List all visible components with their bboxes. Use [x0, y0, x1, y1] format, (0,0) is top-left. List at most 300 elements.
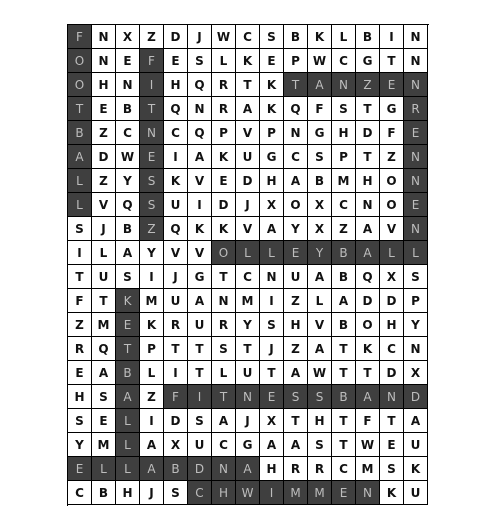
grid-cell[interactable]: U — [236, 361, 260, 385]
grid-cell[interactable]: X — [164, 433, 188, 457]
grid-cell[interactable]: D — [356, 289, 380, 313]
grid-cell[interactable]: T — [188, 361, 212, 385]
grid-cell[interactable]: A — [260, 433, 284, 457]
grid-cell[interactable]: B — [356, 25, 380, 49]
grid-cell[interactable]: T — [92, 289, 116, 313]
grid-cell[interactable]: N — [260, 265, 284, 289]
grid-cell[interactable]: C — [164, 121, 188, 145]
grid-cell-highlighted[interactable]: N — [212, 457, 236, 481]
grid-cell[interactable]: B — [284, 25, 308, 49]
grid-cell[interactable]: I — [188, 193, 212, 217]
grid-cell[interactable]: K — [260, 73, 284, 97]
grid-cell[interactable]: N — [356, 193, 380, 217]
grid-cell[interactable]: A — [284, 361, 308, 385]
grid-cell[interactable]: I — [68, 241, 92, 265]
grid-cell[interactable]: Y — [140, 241, 164, 265]
grid-cell-highlighted[interactable]: B — [332, 385, 356, 409]
grid-cell[interactable]: A — [284, 169, 308, 193]
grid-cell-highlighted[interactable]: S — [308, 385, 332, 409]
grid-cell[interactable]: N — [212, 289, 236, 313]
grid-cell[interactable]: I — [140, 265, 164, 289]
grid-cell-highlighted[interactable]: N — [404, 145, 428, 169]
grid-cell-highlighted[interactable]: L — [116, 457, 140, 481]
grid-cell-highlighted[interactable]: A — [68, 145, 92, 169]
grid-cell[interactable]: G — [380, 97, 404, 121]
grid-cell[interactable]: E — [212, 169, 236, 193]
grid-cell[interactable]: N — [116, 73, 140, 97]
grid-cell-highlighted[interactable]: R — [404, 97, 428, 121]
grid-cell[interactable]: Q — [188, 121, 212, 145]
grid-cell-highlighted[interactable]: T — [68, 97, 92, 121]
grid-cell[interactable]: R — [68, 337, 92, 361]
grid-cell[interactable]: Q — [164, 217, 188, 241]
grid-cell[interactable]: M — [356, 457, 380, 481]
grid-cell[interactable]: R — [164, 313, 188, 337]
grid-cell-highlighted[interactable]: F — [164, 385, 188, 409]
grid-cell[interactable]: W — [356, 433, 380, 457]
grid-cell[interactable]: E — [116, 49, 140, 73]
grid-cell[interactable]: I — [140, 409, 164, 433]
grid-cell-highlighted[interactable]: L — [404, 241, 428, 265]
grid-cell[interactable]: Y — [404, 313, 428, 337]
grid-cell[interactable]: I — [164, 361, 188, 385]
grid-cell[interactable]: M — [92, 433, 116, 457]
grid-cell[interactable]: J — [140, 481, 164, 505]
grid-cell[interactable]: V — [380, 217, 404, 241]
grid-cell[interactable]: F — [308, 97, 332, 121]
grid-cell[interactable]: H — [68, 385, 92, 409]
grid-cell-highlighted[interactable]: N — [140, 121, 164, 145]
grid-cell[interactable]: S — [188, 49, 212, 73]
grid-cell-highlighted[interactable]: E — [68, 457, 92, 481]
grid-cell[interactable]: C — [212, 433, 236, 457]
grid-cell[interactable]: S — [212, 337, 236, 361]
grid-cell[interactable]: O — [356, 313, 380, 337]
grid-cell[interactable]: Y — [116, 169, 140, 193]
grid-cell[interactable]: X — [308, 193, 332, 217]
grid-cell[interactable]: T — [332, 361, 356, 385]
grid-cell[interactable]: W — [308, 49, 332, 73]
grid-cell[interactable]: A — [356, 217, 380, 241]
grid-cell-highlighted[interactable]: B — [68, 121, 92, 145]
grid-cell[interactable]: D — [236, 169, 260, 193]
grid-cell[interactable]: K — [356, 337, 380, 361]
grid-cell[interactable]: D — [164, 25, 188, 49]
grid-cell[interactable]: Y — [68, 433, 92, 457]
grid-cell[interactable]: L — [92, 241, 116, 265]
grid-cell-highlighted[interactable]: B — [332, 241, 356, 265]
grid-cell[interactable]: W — [308, 361, 332, 385]
grid-cell[interactable]: E — [92, 97, 116, 121]
grid-cell[interactable]: A — [212, 409, 236, 433]
grid-cell[interactable]: Z — [140, 385, 164, 409]
grid-cell[interactable]: T — [236, 337, 260, 361]
grid-cell[interactable]: A — [308, 265, 332, 289]
grid-cell[interactable]: T — [356, 97, 380, 121]
grid-cell[interactable]: F — [68, 289, 92, 313]
grid-cell[interactable]: D — [380, 361, 404, 385]
grid-cell[interactable]: Q — [164, 97, 188, 121]
grid-cell[interactable]: O — [380, 193, 404, 217]
grid-cell[interactable]: S — [308, 433, 332, 457]
grid-cell[interactable]: T — [356, 145, 380, 169]
grid-cell[interactable]: A — [404, 409, 428, 433]
grid-cell-highlighted[interactable]: I — [260, 481, 284, 505]
grid-cell[interactable]: C — [68, 481, 92, 505]
grid-cell-highlighted[interactable]: N — [356, 481, 380, 505]
grid-cell-highlighted[interactable]: F — [140, 49, 164, 73]
grid-cell[interactable]: C — [332, 457, 356, 481]
grid-cell[interactable]: V — [188, 169, 212, 193]
grid-cell[interactable]: T — [68, 265, 92, 289]
grid-cell[interactable]: B — [116, 97, 140, 121]
grid-cell[interactable]: P — [284, 49, 308, 73]
grid-cell[interactable]: S — [68, 409, 92, 433]
grid-cell-highlighted[interactable]: Z — [140, 217, 164, 241]
grid-cell[interactable]: H — [332, 121, 356, 145]
grid-cell-highlighted[interactable]: N — [404, 73, 428, 97]
grid-cell[interactable]: K — [164, 169, 188, 193]
grid-cell[interactable]: Q — [116, 193, 140, 217]
grid-cell[interactable]: C — [332, 193, 356, 217]
grid-cell[interactable]: S — [188, 409, 212, 433]
grid-cell[interactable]: T — [332, 433, 356, 457]
grid-cell[interactable]: T — [380, 409, 404, 433]
grid-cell-highlighted[interactable]: N — [404, 169, 428, 193]
grid-cell[interactable]: N — [188, 97, 212, 121]
grid-cell[interactable]: H — [356, 169, 380, 193]
grid-cell[interactable]: J — [92, 217, 116, 241]
grid-cell[interactable]: K — [380, 481, 404, 505]
grid-cell-highlighted[interactable]: L — [380, 241, 404, 265]
grid-cell[interactable]: W — [212, 25, 236, 49]
grid-cell[interactable]: X — [116, 25, 140, 49]
grid-cell[interactable]: S — [380, 457, 404, 481]
grid-cell-highlighted[interactable]: A — [140, 457, 164, 481]
grid-cell-highlighted[interactable]: I — [140, 73, 164, 97]
grid-cell[interactable]: A — [140, 433, 164, 457]
grid-cell-highlighted[interactable]: E — [404, 121, 428, 145]
grid-cell-highlighted[interactable]: S — [284, 385, 308, 409]
grid-cell[interactable]: U — [188, 313, 212, 337]
grid-cell-highlighted[interactable]: T — [116, 337, 140, 361]
grid-cell[interactable]: O — [284, 193, 308, 217]
grid-cell-highlighted[interactable]: N — [380, 385, 404, 409]
grid-cell[interactable]: R — [284, 457, 308, 481]
grid-cell-highlighted[interactable]: B — [116, 361, 140, 385]
grid-cell[interactable]: X — [404, 361, 428, 385]
grid-cell-highlighted[interactable]: A — [116, 385, 140, 409]
grid-cell[interactable]: U — [92, 265, 116, 289]
grid-cell-highlighted[interactable]: E — [284, 241, 308, 265]
grid-cell[interactable]: I — [380, 25, 404, 49]
grid-cell[interactable]: H — [260, 457, 284, 481]
grid-cell[interactable]: M — [92, 313, 116, 337]
grid-cell[interactable]: Z — [92, 169, 116, 193]
grid-cell[interactable]: T — [188, 337, 212, 361]
grid-cell[interactable]: S — [404, 265, 428, 289]
grid-cell[interactable]: D — [164, 409, 188, 433]
grid-cell[interactable]: V — [308, 313, 332, 337]
grid-cell[interactable]: V — [236, 121, 260, 145]
grid-cell[interactable]: U — [188, 433, 212, 457]
grid-cell[interactable]: L — [212, 49, 236, 73]
grid-cell[interactable]: A — [260, 217, 284, 241]
grid-cell[interactable]: Z — [140, 25, 164, 49]
grid-cell[interactable]: T — [212, 265, 236, 289]
grid-cell[interactable]: P — [404, 289, 428, 313]
grid-cell-highlighted[interactable]: O — [68, 73, 92, 97]
grid-cell-highlighted[interactable]: A — [308, 73, 332, 97]
grid-cell[interactable]: U — [164, 289, 188, 313]
grid-cell-highlighted[interactable]: L — [68, 193, 92, 217]
grid-cell[interactable]: A — [308, 337, 332, 361]
grid-cell[interactable]: R — [212, 313, 236, 337]
grid-cell-highlighted[interactable]: E — [380, 73, 404, 97]
grid-cell[interactable]: M — [140, 289, 164, 313]
grid-cell-highlighted[interactable]: T — [212, 385, 236, 409]
grid-cell[interactable]: Z — [284, 337, 308, 361]
grid-cell-highlighted[interactable]: L — [236, 241, 260, 265]
grid-cell[interactable]: P — [332, 145, 356, 169]
grid-cell[interactable]: H — [164, 73, 188, 97]
grid-cell[interactable]: D — [212, 193, 236, 217]
grid-cell-highlighted[interactable]: E — [404, 193, 428, 217]
grid-cell[interactable]: J — [188, 25, 212, 49]
grid-cell[interactable]: B — [92, 481, 116, 505]
grid-cell[interactable]: C — [332, 49, 356, 73]
grid-cell[interactable]: L — [212, 361, 236, 385]
grid-cell[interactable]: M — [332, 169, 356, 193]
grid-cell[interactable]: E — [164, 49, 188, 73]
grid-cell[interactable]: L — [140, 361, 164, 385]
grid-cell[interactable]: Q — [92, 337, 116, 361]
grid-cell-highlighted[interactable]: T — [284, 73, 308, 97]
grid-cell[interactable]: U — [404, 433, 428, 457]
grid-cell[interactable]: I — [260, 289, 284, 313]
grid-cell[interactable]: K — [212, 217, 236, 241]
grid-cell[interactable]: Z — [380, 145, 404, 169]
grid-cell[interactable]: E — [92, 409, 116, 433]
grid-cell-highlighted[interactable]: H — [212, 481, 236, 505]
grid-cell[interactable]: S — [260, 313, 284, 337]
grid-cell[interactable]: H — [92, 73, 116, 97]
grid-cell[interactable]: H — [284, 313, 308, 337]
grid-cell[interactable]: A — [116, 241, 140, 265]
grid-cell[interactable]: T — [356, 361, 380, 385]
grid-cell-highlighted[interactable]: L — [92, 457, 116, 481]
grid-cell[interactable]: T — [164, 337, 188, 361]
grid-cell[interactable]: L — [332, 25, 356, 49]
grid-cell[interactable]: D — [380, 289, 404, 313]
grid-cell[interactable]: B — [332, 265, 356, 289]
grid-cell[interactable]: O — [380, 169, 404, 193]
grid-cell[interactable]: F — [380, 121, 404, 145]
grid-cell[interactable]: G — [260, 145, 284, 169]
grid-cell[interactable]: S — [164, 481, 188, 505]
grid-cell[interactable]: K — [308, 25, 332, 49]
grid-cell-highlighted[interactable]: D — [404, 385, 428, 409]
grid-cell-highlighted[interactable]: M — [308, 481, 332, 505]
grid-cell[interactable]: D — [92, 145, 116, 169]
grid-cell-highlighted[interactable]: E — [332, 481, 356, 505]
grid-cell[interactable]: K — [404, 457, 428, 481]
grid-cell-highlighted[interactable]: L — [116, 433, 140, 457]
grid-cell-highlighted[interactable]: W — [236, 481, 260, 505]
grid-cell[interactable]: K — [140, 313, 164, 337]
grid-cell[interactable]: V — [92, 193, 116, 217]
grid-cell[interactable]: A — [284, 433, 308, 457]
grid-cell[interactable]: S — [332, 97, 356, 121]
grid-cell[interactable]: B — [116, 217, 140, 241]
grid-cell[interactable]: F — [356, 409, 380, 433]
grid-cell[interactable]: V — [164, 241, 188, 265]
grid-cell-highlighted[interactable]: A — [236, 457, 260, 481]
grid-cell[interactable]: E — [260, 49, 284, 73]
grid-cell[interactable]: N — [284, 121, 308, 145]
grid-cell[interactable]: J — [236, 193, 260, 217]
grid-cell[interactable]: Q — [284, 97, 308, 121]
grid-cell[interactable]: E — [68, 361, 92, 385]
grid-cell-highlighted[interactable]: F — [68, 25, 92, 49]
grid-cell[interactable]: G — [356, 49, 380, 73]
grid-cell[interactable]: S — [308, 145, 332, 169]
grid-cell-highlighted[interactable]: C — [188, 481, 212, 505]
grid-cell[interactable]: T — [380, 49, 404, 73]
grid-cell[interactable]: K — [260, 97, 284, 121]
grid-cell[interactable]: Z — [68, 313, 92, 337]
grid-cell-highlighted[interactable]: L — [116, 409, 140, 433]
grid-cell[interactable]: B — [308, 169, 332, 193]
grid-cell[interactable]: H — [380, 313, 404, 337]
grid-cell[interactable]: H — [260, 169, 284, 193]
grid-cell-highlighted[interactable]: B — [164, 457, 188, 481]
grid-cell[interactable]: C — [284, 145, 308, 169]
grid-cell[interactable]: G — [188, 265, 212, 289]
grid-cell[interactable]: J — [164, 265, 188, 289]
grid-cell-highlighted[interactable]: N — [332, 73, 356, 97]
grid-cell[interactable]: B — [332, 313, 356, 337]
grid-cell[interactable]: X — [260, 193, 284, 217]
grid-cell[interactable]: Z — [92, 121, 116, 145]
grid-cell-highlighted[interactable]: N — [404, 217, 428, 241]
grid-cell[interactable]: D — [356, 121, 380, 145]
grid-cell[interactable]: K — [212, 145, 236, 169]
grid-cell[interactable]: W — [116, 145, 140, 169]
grid-cell[interactable]: V — [236, 217, 260, 241]
grid-cell[interactable]: V — [188, 241, 212, 265]
grid-cell[interactable]: U — [284, 265, 308, 289]
grid-cell[interactable]: M — [236, 289, 260, 313]
grid-cell[interactable]: U — [404, 481, 428, 505]
grid-cell[interactable]: A — [188, 289, 212, 313]
grid-cell[interactable]: T — [260, 361, 284, 385]
grid-cell[interactable]: R — [308, 457, 332, 481]
grid-cell[interactable]: C — [236, 25, 260, 49]
grid-cell[interactable]: L — [308, 289, 332, 313]
grid-cell[interactable]: R — [212, 73, 236, 97]
grid-cell-highlighted[interactable]: L — [260, 241, 284, 265]
grid-cell-highlighted[interactable]: O — [212, 241, 236, 265]
grid-cell[interactable]: P — [212, 121, 236, 145]
grid-cell[interactable]: R — [212, 97, 236, 121]
grid-cell[interactable]: S — [260, 25, 284, 49]
grid-cell[interactable]: T — [236, 73, 260, 97]
grid-cell-highlighted[interactable]: T — [140, 97, 164, 121]
grid-cell[interactable]: T — [284, 409, 308, 433]
grid-cell[interactable]: S — [116, 265, 140, 289]
grid-cell-highlighted[interactable]: E — [116, 313, 140, 337]
grid-cell[interactable]: U — [236, 145, 260, 169]
grid-cell-highlighted[interactable]: E — [260, 385, 284, 409]
grid-cell[interactable]: A — [92, 361, 116, 385]
grid-cell[interactable]: P — [140, 337, 164, 361]
grid-cell[interactable]: C — [380, 337, 404, 361]
grid-cell-highlighted[interactable]: E — [140, 145, 164, 169]
grid-cell[interactable]: C — [116, 121, 140, 145]
grid-cell[interactable]: A — [332, 289, 356, 313]
grid-cell-highlighted[interactable]: M — [284, 481, 308, 505]
grid-cell-highlighted[interactable]: Z — [356, 73, 380, 97]
grid-cell[interactable]: N — [404, 49, 428, 73]
grid-cell[interactable]: Y — [236, 313, 260, 337]
grid-cell[interactable]: T — [332, 409, 356, 433]
grid-cell[interactable]: N — [92, 25, 116, 49]
grid-cell[interactable]: X — [308, 217, 332, 241]
grid-cell[interactable]: X — [260, 409, 284, 433]
grid-cell[interactable]: H — [308, 409, 332, 433]
grid-cell[interactable]: Q — [188, 73, 212, 97]
grid-cell[interactable]: P — [260, 121, 284, 145]
grid-cell[interactable]: A — [236, 97, 260, 121]
grid-cell[interactable]: Z — [332, 217, 356, 241]
grid-cell[interactable]: N — [92, 49, 116, 73]
grid-cell[interactable]: K — [188, 217, 212, 241]
grid-cell-highlighted[interactable]: A — [356, 241, 380, 265]
grid-cell-highlighted[interactable]: A — [356, 385, 380, 409]
grid-cell-highlighted[interactable]: Y — [308, 241, 332, 265]
grid-cell[interactable]: I — [164, 145, 188, 169]
grid-cell[interactable]: J — [236, 409, 260, 433]
grid-cell[interactable]: K — [236, 49, 260, 73]
grid-cell[interactable]: G — [236, 433, 260, 457]
grid-cell-highlighted[interactable]: S — [140, 193, 164, 217]
grid-cell-highlighted[interactable]: I — [188, 385, 212, 409]
grid-cell-highlighted[interactable]: L — [68, 169, 92, 193]
grid-cell[interactable]: U — [164, 193, 188, 217]
grid-cell[interactable]: N — [404, 337, 428, 361]
grid-cell[interactable]: E — [380, 433, 404, 457]
grid-cell[interactable]: C — [236, 265, 260, 289]
grid-cell[interactable]: N — [404, 25, 428, 49]
grid-cell[interactable]: S — [92, 385, 116, 409]
grid-cell-highlighted[interactable]: D — [188, 457, 212, 481]
grid-cell-highlighted[interactable]: N — [236, 385, 260, 409]
grid-cell[interactable]: Z — [284, 289, 308, 313]
grid-cell-highlighted[interactable]: S — [140, 169, 164, 193]
grid-cell[interactable]: Q — [356, 265, 380, 289]
grid-cell-highlighted[interactable]: K — [116, 289, 140, 313]
grid-cell[interactable]: G — [308, 121, 332, 145]
grid-cell[interactable]: T — [332, 337, 356, 361]
grid-cell[interactable]: A — [188, 145, 212, 169]
grid-cell[interactable]: H — [116, 481, 140, 505]
grid-cell[interactable]: S — [68, 217, 92, 241]
grid-cell[interactable]: X — [380, 265, 404, 289]
grid-cell[interactable]: Y — [284, 217, 308, 241]
grid-cell[interactable]: J — [260, 337, 284, 361]
grid-cell-highlighted[interactable]: O — [68, 49, 92, 73]
